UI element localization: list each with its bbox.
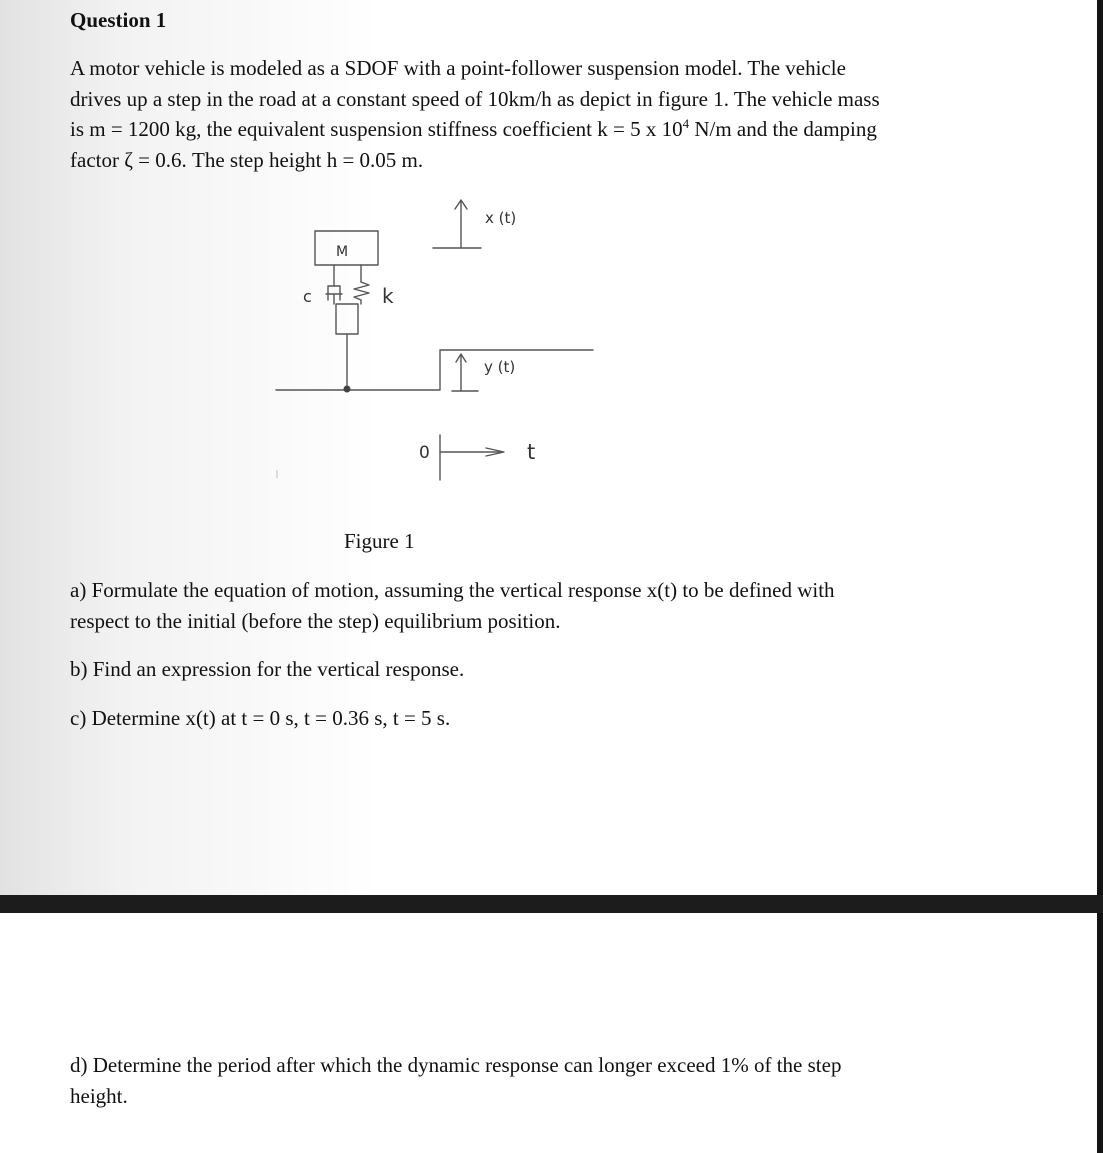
intro-line-2: drives up a step in the road at a constant speed of 10km/h as depict in figure 1. The vehicle mass [70,86,880,111]
mass-label: M [336,244,349,260]
intro-line-3-end: N/m and the damping [689,117,877,141]
damper-label: c [303,287,312,306]
page-right-border [1097,0,1103,1153]
figure-1-diagram [260,190,640,500]
document-page-lower [0,913,1097,1153]
output-label: x (t) [485,209,517,227]
input-label: y (t) [484,358,516,376]
intro-line-4: factor ζ = 0.6. The step height h = 0.05 m. [70,147,424,172]
damper [326,286,342,304]
time-label: t [527,440,536,464]
intro-line-1: A motor vehicle is modeled as a SDOF with a point-follower suspension model. The vehicle [70,56,846,80]
road-step-profile [276,350,593,390]
intro-line-3-start: is m = 1200 kg, the equivalent suspension stiffness coefficient k = 5 x 10 [70,117,683,141]
origin-label: 0 [419,443,430,463]
contact-point [344,386,351,393]
part-c: c) Determine x(t) at t = 0 s, t = 0.36 s, t = 5 s. [70,706,451,730]
part-a [70,575,962,636]
lower-connector [336,304,358,334]
part-d-line-2: height. [70,1083,128,1108]
problem-statement [70,53,962,175]
question-heading: Question 1 [70,8,167,32]
part-d [70,1050,962,1111]
part-a-line-2: respect to the initial (before the step) equilibrium position. [70,608,561,633]
figure-caption: Figure 1 [344,529,415,553]
spring [354,282,369,304]
exponent: 4 [682,116,690,131]
part-d-line-1: d) Determine the period after which the dynamic response can longer exceed 1% of the step [70,1053,842,1077]
spring-label: k [382,284,394,308]
page-divider-bar [0,895,1103,913]
part-a-line-1: a) Formulate the equation of motion, assuming the vertical response x(t) to be defined with [70,578,835,602]
part-b: b) Find an expression for the vertical response. [70,657,465,681]
